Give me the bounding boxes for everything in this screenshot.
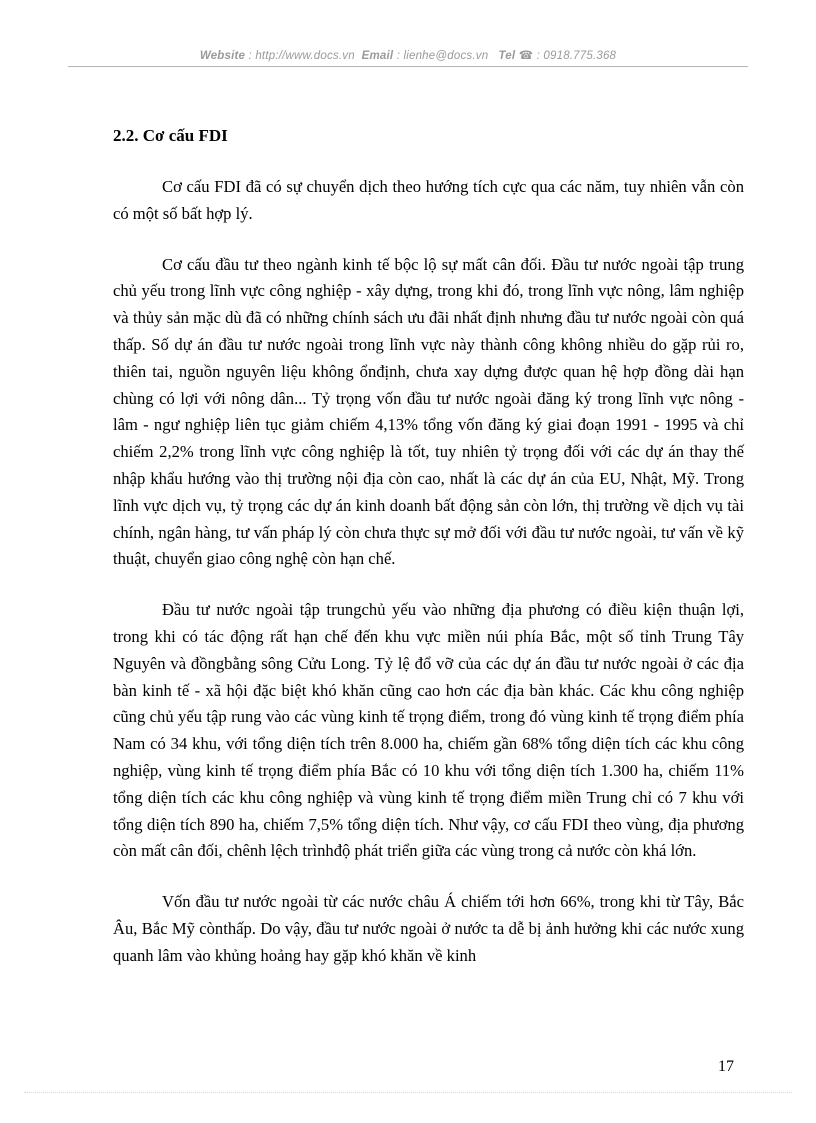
- website-separator: :: [245, 50, 256, 62]
- phone-icon: ☎: [518, 50, 534, 62]
- phone-number: : 0918.775.368: [533, 50, 617, 62]
- website-url[interactable]: http://www.docs.vn: [255, 50, 355, 62]
- email-separator: :: [393, 50, 404, 62]
- paragraph: Vốn đầu tư nước ngoài từ các nước châu Á chiếm tới hơn 66%, trong khi từ Tây, Bắc Âu, Bắc Mỹ cònthấp. Do vậy, đầu tư nước ngoài ở nước ta dễ bị ảnh hưởng khi các nước xung quanh lâm vào khủng hoảng hay gặp khó khăn về kinh: [113, 892, 744, 965]
- website-label: Website: [199, 50, 246, 62]
- email-label: Email: [361, 50, 394, 62]
- paragraph: Đầu tư nước ngoài tập trungchủ yếu vào những địa phương có điều kiện thuận lợi, trong khi có tác động rất hạn chế đến khu vực miền núi phía Bắc, một số tỉnh Trung Tây Nguyên và đồngbằng sông Cửu Long. Tỷ lệ đổ vỡ của các dự án đầu tư nước ngoài ở các địa bàn kinh tế - xã hội đặc biệt khó khăn cũng cao hơn các địa bàn khác. Các khu công nghiệp cũng chủ yếu tập rung vào các vùng kinh tế trọng điểm, trong đó vùng kinh tế trọng điểm phía Nam có 34 khu, với tổng diện tích trên 8.000 ha, chiếm gần 68% tổng diện tích các khu công nghiệp, vùng kinh tế trọng điểm phía Bắc có 10 khu với tổng diện tích 1.300 ha, chiếm 11% tổng diện tích các khu công nghiệp và vùng kinh tế trọng điểm miền Trung chỉ có 7 khu với tổng diện tích 890 ha, chiếm 7,5% tổng diện tích. Như vậy, cơ cấu FDI theo vùng, địa phương còn mất cân đối, chênh lệch trìnhđộ phát triển giữa các vùng trong cả nước còn khá lớn.: [113, 600, 744, 861]
- section-heading: 2.2. Cơ cấu FDI: [113, 126, 228, 145]
- page-number: 17: [718, 1058, 734, 1075]
- paragraph: Cơ cấu FDI đã có sự chuyển dịch theo hướng tích cực qua các năm, tuy nhiên vẫn còn có một số bất hợp lý.: [113, 177, 744, 223]
- paragraph: Cơ cấu đầu tư theo ngành kinh tế bộc lộ sự mất cân đối. Đầu tư nước ngoài tập trung chủ yếu trong lĩnh vực công nghiệp - xây dựng, trong khi đó, trong lĩnh vực nông, lâm nghiệp và thủy sản mặc dù đã có những chính sách ưu đãi nhất định nhưng đầu tư nước ngoài còn quá thấp. Số dự án đầu tư nước ngoài trong lĩnh vực này thành công không nhiều do gặp rủi ro, thiên tai, nguồn nguyên liệu không ổnđịnh, chưa xay dựng được quan hệ hợp đồng dài hạn chùng có lợi với nông dân... Tỷ trọng vốn đầu tư nước ngoài đăng ký trong lĩnh vực nông - lâm - ngư nghiệp liên tục giảm chiếm 4,13% tổng vốn đăng ký giai đoạn 1991 - 1995 và chỉ chiếm 2,2% trong lĩnh vực công nghiệp là tốt, tuy nhiên tỷ trọng đối với các dự án thay thế nhập khẩu hướng vào thị trường nội địa còn cao, nhất là các dự án của EU, Nhật, Mỹ. Trong lĩnh vực dịch vụ, tỷ trọng các dự án kinh doanh bất động sản còn lớn, thị trường về dịch vụ tài chính, ngân hàng, tư vấn pháp lý còn chưa thực sự mở đối với đầu tư nước ngoài, tư vấn về kỹ thuật, chuyển giao công nghệ còn hạn chế.: [113, 254, 744, 569]
- tel-label: Tel: [498, 50, 516, 62]
- email-address[interactable]: lienhe@docs.vn: [403, 50, 489, 62]
- header-divider: [68, 66, 748, 67]
- body-text: [113, 174, 744, 994]
- page-header: [68, 48, 748, 62]
- footer-divider: [24, 1092, 792, 1093]
